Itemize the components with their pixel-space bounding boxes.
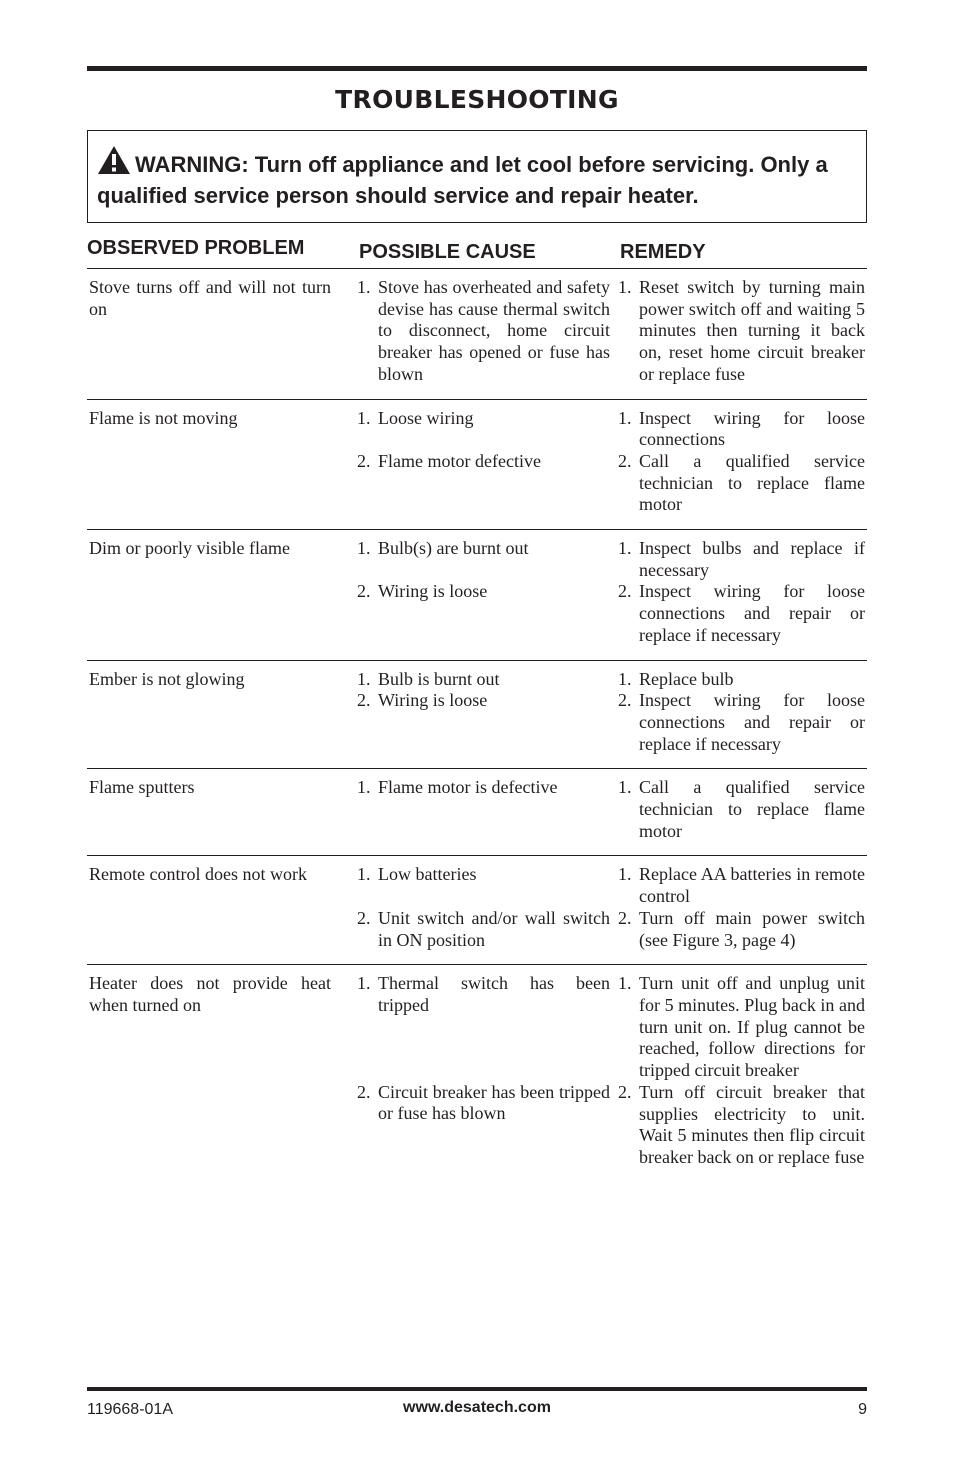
table-row: [87, 965, 867, 1181]
item-text: Wiring is loose: [378, 581, 488, 602]
item-text: Inspect wiring for loose connections: [639, 407, 865, 450]
item-text: Turn unit off and unplug unit for 5 minutes. Plug back in and turn unit on. If plug cannot be reached, follow directions for tripped circuit breaker: [639, 973, 865, 1081]
item-text: Inspect wiring for loose connections and repair or replace if necessary: [639, 690, 865, 754]
item-number: 2.: [357, 1081, 371, 1102]
remedy-item: [618, 1082, 865, 1169]
item-number: 2.: [357, 450, 371, 471]
problem-cell: Flame is not moving: [89, 407, 238, 428]
item-number: 1.: [357, 973, 371, 994]
item-number: 1.: [357, 864, 371, 885]
remedy-cell: [618, 538, 865, 647]
remedy-cell: [618, 973, 865, 1168]
item-text: Wiring is loose: [378, 690, 488, 711]
cause-cell: [357, 669, 618, 756]
problem-cell: Heater does not provide heat when turned on: [89, 973, 331, 1015]
cause-item: [357, 581, 610, 603]
item-number: 1.: [618, 407, 632, 428]
item-number: 2.: [357, 581, 371, 602]
remedy-item: [618, 777, 865, 842]
item-number: 1.: [618, 277, 632, 297]
cause-item: [357, 973, 610, 1016]
remedy-item: [618, 690, 865, 755]
page-content: [87, 66, 867, 1182]
page-number: 9: [858, 1401, 867, 1418]
item-number: 2.: [618, 450, 632, 471]
table-row: [87, 269, 867, 400]
item-number: 1.: [618, 668, 632, 689]
remedy-item: [618, 581, 865, 646]
item-number: 2.: [618, 690, 632, 711]
cause-item: [357, 408, 610, 430]
cause-item: [357, 777, 610, 799]
item-number: 2.: [618, 1081, 632, 1102]
item-text: Bulb(s) are burnt out: [378, 538, 529, 559]
table-header: [87, 237, 867, 269]
item-text: Thermal switch has been tripped: [378, 973, 610, 1015]
column-header-cause: POSSIBLE CAUSE: [359, 241, 536, 263]
cause-cell: [357, 973, 618, 1168]
item-number: 1.: [357, 538, 371, 559]
warning-text: WARNING: Turn off appliance and let cool before servicing. Only a qualified service person should service and repair heater.: [97, 152, 828, 208]
remedy-cell: [618, 408, 865, 517]
remedy-cell: [618, 669, 865, 756]
remedy-cell: [618, 864, 865, 951]
troubleshooting-table: [87, 269, 867, 1182]
problem-cell: Remote control does not work: [89, 864, 307, 885]
item-text: Turn off main power switch (see Figure 3, page 4): [639, 907, 865, 950]
item-number: 1.: [357, 668, 371, 689]
item-number: 1.: [618, 777, 632, 798]
item-number: 2.: [357, 907, 371, 928]
cause-item: [357, 690, 610, 712]
column-header-remedy: REMEDY: [620, 241, 706, 263]
table-row: [87, 661, 867, 770]
cause-item: [357, 669, 610, 691]
item-text: Circuit breaker has been tripped or fuse has blown: [378, 1081, 610, 1124]
cause-item: [357, 908, 610, 951]
cause-item: [357, 451, 610, 473]
item-number: 1.: [357, 777, 371, 798]
table-row: [87, 769, 867, 856]
cause-item: [357, 864, 610, 886]
item-number: 2.: [618, 581, 632, 602]
warning-triangle-icon: [97, 145, 131, 182]
item-text: Call a qualified service technician to replace flame motor: [639, 777, 865, 841]
remedy-cell: [618, 277, 865, 386]
table-row: [87, 530, 867, 661]
item-text: Turn off circuit breaker that supplies electricity to unit. Wait 5 minutes then flip circuit breaker back on or replace fuse: [639, 1081, 865, 1167]
item-number: 2.: [618, 907, 632, 928]
page-title: TROUBLESHOOTING: [335, 85, 619, 114]
item-text: Call a qualified service technician to replace flame motor: [639, 450, 865, 515]
problem-cell: Stove turns off and will not turn on: [89, 277, 331, 319]
item-text: Flame motor defective: [378, 450, 541, 471]
item-text: Stove has overheated and safety devise has cause thermal switch to disconnect, home circuit breaker has opened or fuse has blown: [378, 277, 610, 384]
table-row: [87, 856, 867, 965]
remedy-item: [618, 908, 865, 951]
item-text: Replace bulb: [639, 668, 734, 689]
bottom-rule: [87, 1387, 867, 1391]
cause-item: [357, 1082, 610, 1125]
cause-item: [357, 277, 610, 386]
item-text: Loose wiring: [378, 407, 474, 428]
website-link[interactable]: www.desatech.com: [403, 1399, 551, 1416]
cause-cell: [357, 777, 618, 842]
item-number: 1.: [618, 973, 632, 994]
item-number: 1.: [618, 864, 632, 885]
remedy-item: [618, 538, 865, 581]
remedy-item: [618, 973, 865, 1082]
top-rule: [87, 66, 867, 71]
remedy-item: [618, 277, 865, 386]
remedy-cell: [618, 777, 865, 842]
item-text: Unit switch and/or wall switch in ON position: [378, 907, 610, 950]
part-number: 119668-01A: [87, 1401, 173, 1418]
remedy-item: [618, 451, 865, 516]
column-header-problem: OBSERVED PROBLEM: [87, 237, 305, 259]
cause-cell: [357, 408, 618, 517]
cause-item: [357, 538, 610, 560]
item-number: 1.: [618, 538, 632, 559]
cause-cell: [357, 864, 618, 951]
item-text: Bulb is burnt out: [378, 668, 500, 689]
remedy-item: [618, 864, 865, 907]
item-text: Inspect bulbs and replace if necessary: [639, 538, 865, 580]
item-number: 2.: [357, 690, 371, 711]
table-row: [87, 400, 867, 531]
item-text: Inspect wiring for loose connections and repair or replace if necessary: [639, 581, 865, 645]
problem-cell: Ember is not glowing: [89, 668, 245, 689]
item-number: 1.: [357, 407, 371, 428]
warning-box: [87, 130, 867, 223]
item-text: Replace AA batteries in remote control: [639, 864, 865, 907]
cause-cell: [357, 538, 618, 647]
item-text: Low batteries: [378, 864, 477, 885]
problem-cell: Dim or poorly visible flame: [89, 538, 290, 559]
remedy-item: [618, 408, 865, 451]
problem-cell: Flame sputters: [89, 777, 195, 798]
cause-cell: [357, 277, 618, 386]
item-number: 1.: [357, 277, 371, 297]
page-footer: [87, 1387, 867, 1423]
item-text: Flame motor is defective: [378, 777, 558, 798]
item-text: Reset switch by turning main power switch off and waiting 5 minutes then turning it back on, reset home circuit breaker or replace fuse: [639, 277, 865, 384]
remedy-item: [618, 669, 865, 691]
